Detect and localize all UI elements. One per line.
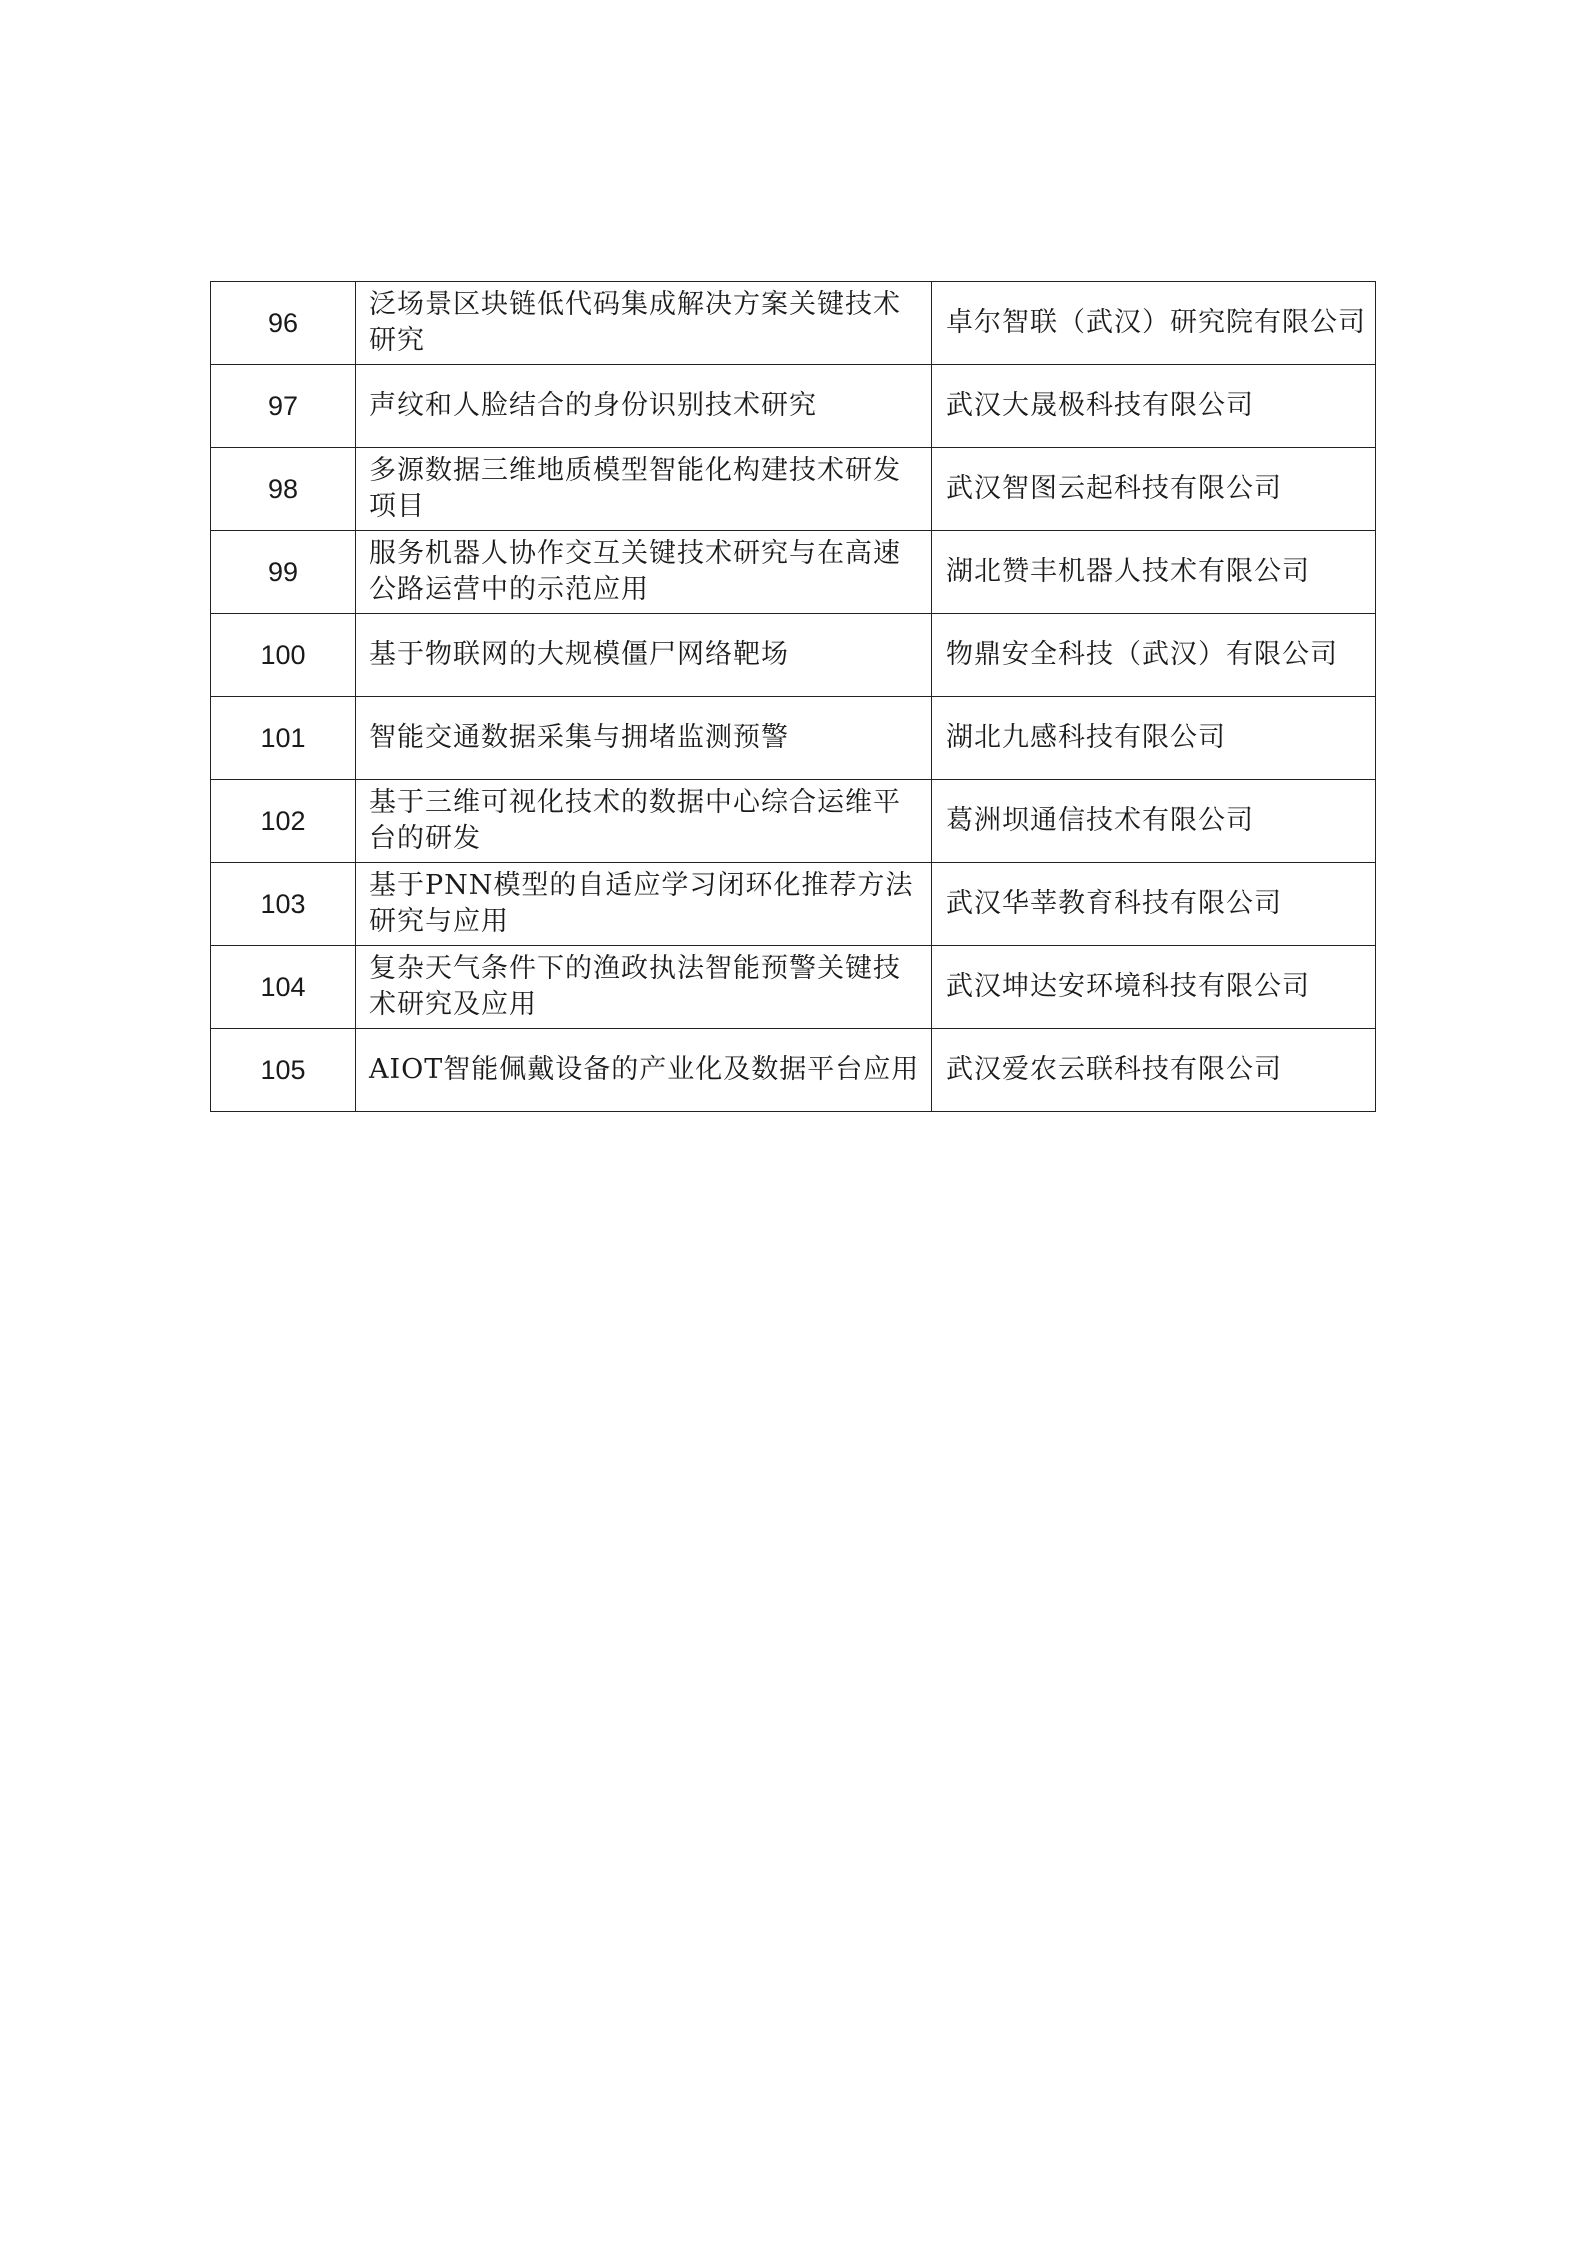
project-name: 基于物联网的大规模僵尸网络靶场 — [356, 614, 932, 697]
row-number: 103 — [211, 863, 356, 946]
row-number: 97 — [211, 365, 356, 448]
table-row — [211, 697, 1376, 780]
table-row — [211, 448, 1376, 531]
organization-name: 武汉坤达安环境科技有限公司 — [932, 946, 1376, 1029]
project-name: 多源数据三维地质模型智能化构建技术研发项目 — [356, 448, 932, 531]
row-number: 101 — [211, 697, 356, 780]
organization-name: 物鼎安全科技（武汉）有限公司 — [932, 614, 1376, 697]
organization-name: 葛洲坝通信技术有限公司 — [932, 780, 1376, 863]
row-number: 104 — [211, 946, 356, 1029]
row-number: 105 — [211, 1029, 356, 1112]
project-name: 基于三维可视化技术的数据中心综合运维平台的研发 — [356, 780, 932, 863]
organization-name: 湖北赞丰机器人技术有限公司 — [932, 531, 1376, 614]
organization-name: 卓尔智联（武汉）研究院有限公司 — [932, 282, 1376, 365]
row-number: 99 — [211, 531, 356, 614]
project-name: 复杂天气条件下的渔政执法智能预警关键技术研究及应用 — [356, 946, 932, 1029]
project-name: 智能交通数据采集与拥堵监测预警 — [356, 697, 932, 780]
table-row — [211, 863, 1376, 946]
table-row — [211, 1029, 1376, 1112]
table-row — [211, 531, 1376, 614]
project-name: 泛场景区块链低代码集成解决方案关键技术研究 — [356, 282, 932, 365]
row-number: 96 — [211, 282, 356, 365]
project-name: 服务机器人协作交互关键技术研究与在高速公路运营中的示范应用 — [356, 531, 932, 614]
row-number: 102 — [211, 780, 356, 863]
organization-name: 武汉华莘教育科技有限公司 — [932, 863, 1376, 946]
organization-name: 湖北九感科技有限公司 — [932, 697, 1376, 780]
project-table — [210, 281, 1376, 1112]
project-name: AIOT智能佩戴设备的产业化及数据平台应用 — [356, 1029, 932, 1112]
organization-name: 武汉大晟极科技有限公司 — [932, 365, 1376, 448]
organization-name: 武汉爱农云联科技有限公司 — [932, 1029, 1376, 1112]
project-name: 声纹和人脸结合的身份识别技术研究 — [356, 365, 932, 448]
table-row — [211, 282, 1376, 365]
organization-name: 武汉智图云起科技有限公司 — [932, 448, 1376, 531]
table-row — [211, 614, 1376, 697]
project-name: 基于PNN模型的自适应学习闭环化推荐方法研究与应用 — [356, 863, 932, 946]
table-row — [211, 946, 1376, 1029]
row-number: 98 — [211, 448, 356, 531]
table-row — [211, 780, 1376, 863]
table-row — [211, 365, 1376, 448]
row-number: 100 — [211, 614, 356, 697]
